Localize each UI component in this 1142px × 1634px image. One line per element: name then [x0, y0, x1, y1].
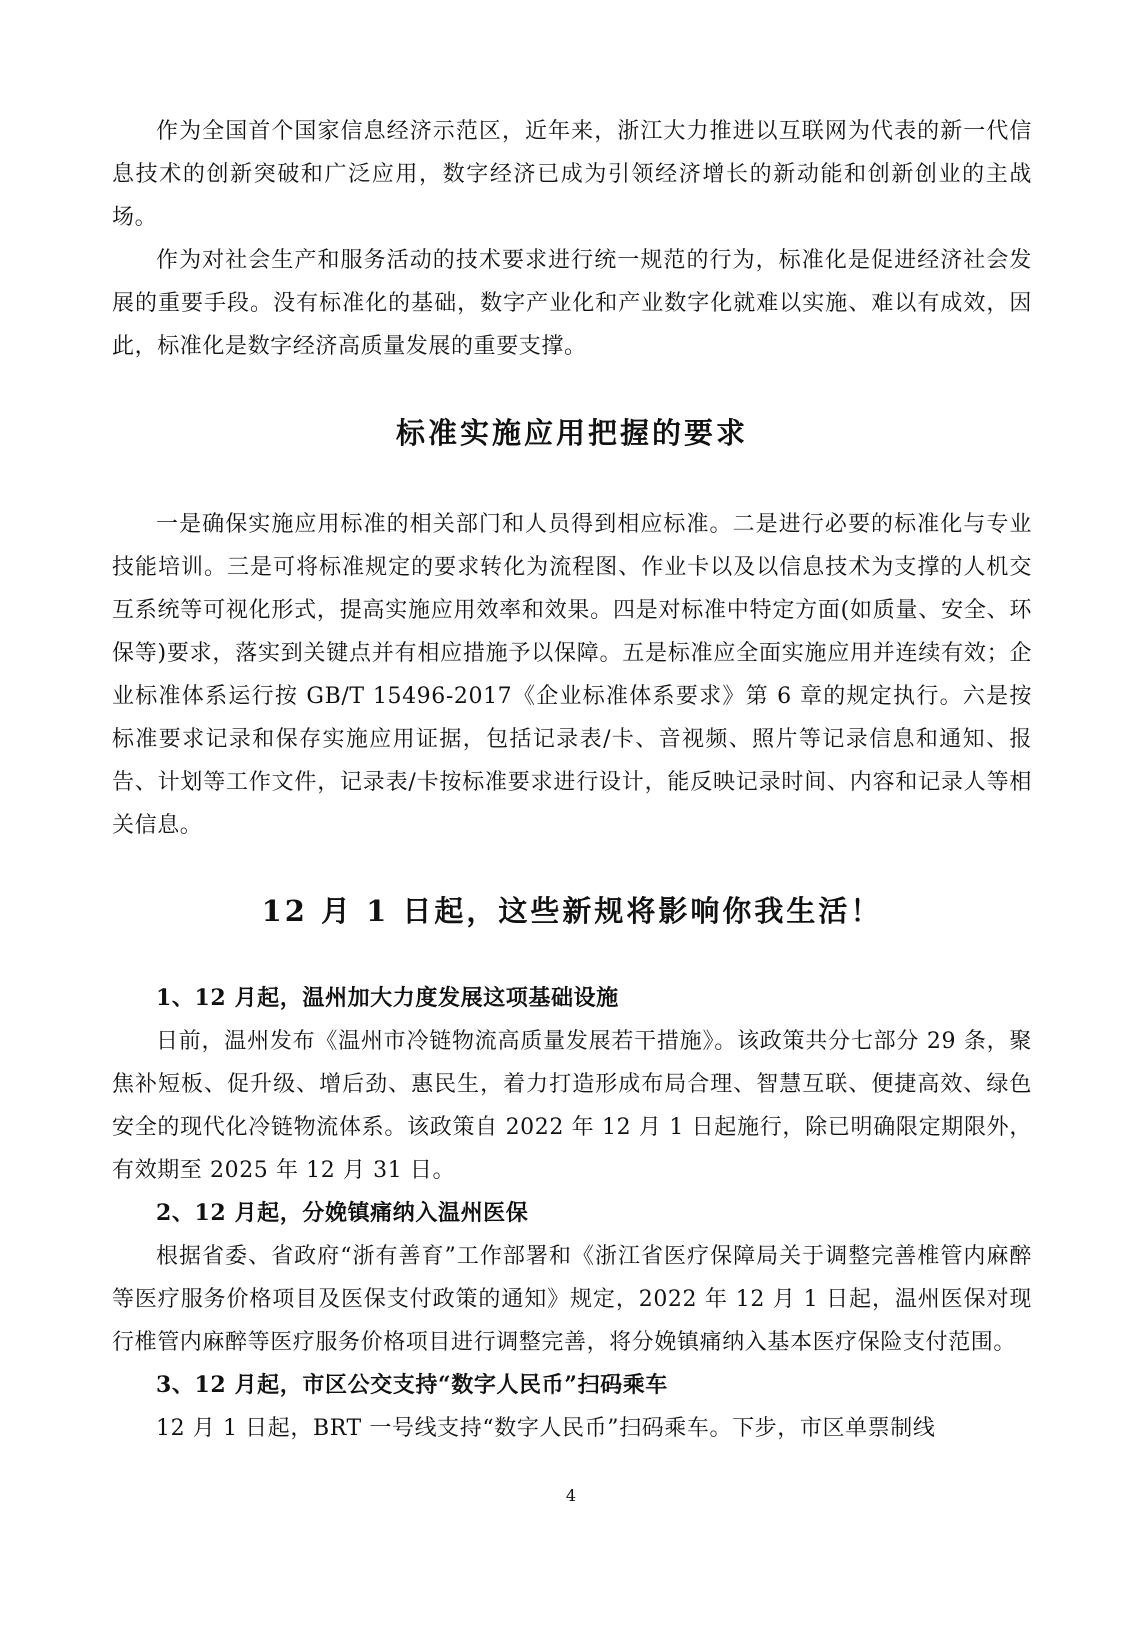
item-1-heading: 1、12 月起，温州加大力度发展这项基础设施 — [156, 985, 619, 1011]
intro-paragraph-1: 作为全国首个国家信息经济示范区，近年来，浙江大力推进以互联网为代表的新一代信息技术的创新突破和广泛应用，数字经济已成为引领经济增长的新动能和创新创业的主战场。 — [112, 119, 1032, 230]
page-number: 4 — [565, 1486, 577, 1505]
intro-paragraph-2: 作为对社会生产和服务活动的技术要求进行统一规范的行为，标准化是促进经济社会发展的重要手段。没有标准化的基础，数字产业化和产业数字化就难以实施、难以有成效，因此，标准化是数字经济高质量发展的重要支撑。 — [112, 248, 1032, 359]
section-title-new-rules: 12 月 1 日起，这些新规将影响你我生活！ — [261, 894, 883, 928]
item-2-heading: 2、12 月起，分娩镇痛纳入温州医保 — [156, 1200, 529, 1226]
standards-paragraph: 一是确保实施应用标准的相关部门和人员得到相应标准。二是进行必要的标准化与专业技能培训。三是可将标准规定的要求转化为流程图、作业卡以及以信息技术为支撑的人机交互系统等可视化形式，提高实施应用效率和效果。四是对标准中特定方面(如质量、安全、环保等)要求，落实到关键点并有相应措施予以保障。五是标准应全面实施应用并连续有效；企业标准体系运行按 GB/T 15496-2017《企业标准体系要求》第 6 章的规定执行。六是按标准要求记录和保存实施应用证据，包括记录表/卡、音视频、照片等记录信息和通知、报告、计划等工作文件，记录表/卡按标准要求进行设计，能反映记录时间、内容和记录人等相关信息。 — [112, 512, 1032, 838]
item-2-body: 根据省委、省政府“浙有善育”工作部署和《浙江省医疗保障局关于调整完善椎管内麻醉等医疗服务价格项目及医保支付政策的通知》规定，2022 年 12 月 1 日起，温州医保对现行椎管内麻醉等医疗服务价格项目进行调整完善，将分娩镇痛纳入基本医疗保险支付范围。 — [112, 1244, 1032, 1355]
item-1-body: 日前，温州发布《温州市冷链物流高质量发展若干措施》。该政策共分七部分 29 条，聚焦补短板、促升级、增后劲、惠民生，着力打造形成布局合理、智慧互联、便捷高效、绿色安全的现代化冷链物流体系。该政策自 2022 年 12 月 1 日起施行，除已明确限定期限外，有效期至 2025 年 12 月 31 日。 — [112, 1029, 1032, 1183]
page-content — [112, 110, 1032, 1450]
item-3-body: 12 月 1 日起，BRT 一号线支持“数字人民币”扫码乘车。下步，市区单票制线 — [156, 1416, 936, 1441]
section-title-standards: 标准实施应用把握的要求 — [395, 416, 748, 450]
item-3-heading: 3、12 月起，市区公交支持“数字人民币”扫码乘车 — [156, 1372, 668, 1398]
